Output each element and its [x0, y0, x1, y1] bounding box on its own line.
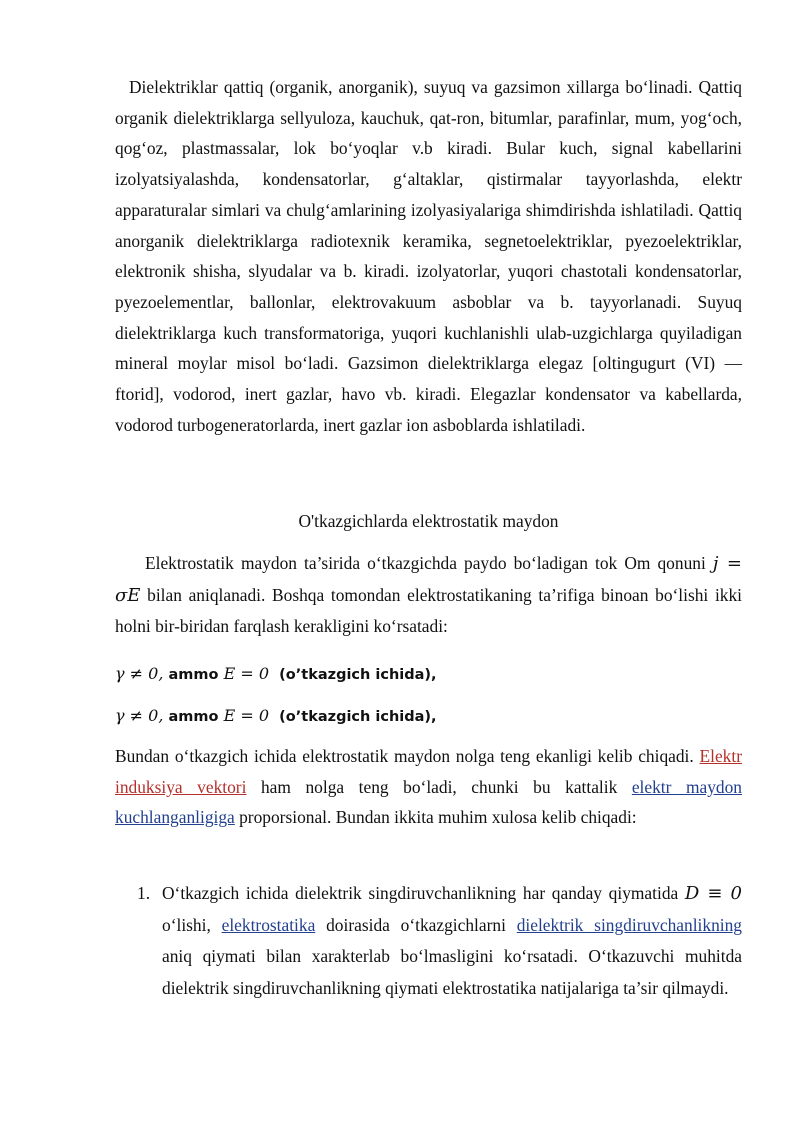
paragraph-dielectrics: [115, 72, 742, 440]
paragraph-text-after: bilan aniqlanadi. Boshqa tomondan elektrostatikaning ta’rifiga binoan bo‘lishi ikki holni bir-biridan farqlash kerakligini ko‘rsatadi:: [115, 584, 742, 637]
link-electrostatics[interactable]: elektrostatika: [221, 914, 316, 935]
formula-note: (o’tkazgich ichida),: [279, 709, 437, 725]
formula-note: (o’tkazgich ichida),: [279, 667, 437, 683]
formula-word: ammo: [168, 667, 219, 683]
formula-e: E = 0: [223, 664, 269, 683]
paragraph-text-2: ham nolga teng bo‘ladi, chunki bu kattalik: [246, 776, 632, 797]
list-item: [115, 878, 742, 1004]
list-number: 1.: [137, 883, 151, 903]
formula-d: D ≡ 0: [684, 883, 742, 904]
paragraph-text-1: Bundan o‘tkazgich ichida elektrostatik maydon nolga teng ekanligi kelib chiqadi.: [115, 746, 700, 766]
formula-gamma: γ ≠ 0,: [115, 664, 164, 683]
conclusion-list: [115, 878, 742, 1004]
link-electric-field-strength[interactable]: elektr maydon kuchlanganligiga: [115, 776, 742, 828]
paragraph-text-before: Elektrostatik maydon ta’sirida o‘tkazgichda paydo bo‘ladigan tok Om qonuni: [145, 553, 706, 573]
link-dielectric-permittivity[interactable]: dielektrik singdiruvchanlikning: [516, 914, 742, 935]
section-heading: O'tkazgichlarda elektrostatik maydon: [298, 511, 559, 531]
list-text-1: O‘tkazgich ichida dielektrik singdiruvchanlikning har qanday qiymatida: [162, 883, 685, 903]
paragraph-conclusion: [115, 741, 742, 833]
ohm-law-formula: j = σE: [115, 553, 742, 606]
formula-line-1: [115, 662, 437, 687]
formula-line-2: [115, 704, 437, 729]
formula-e: E = 0: [223, 706, 269, 725]
list-text-3: doirasida o‘tkazgichlarni: [315, 914, 517, 935]
list-text-2: o‘lishi,: [162, 914, 222, 935]
paragraph-ohm-law: [115, 548, 742, 642]
paragraph-text: Dielektriklar qattiq (organik, anorganik), suyuq va gazsimon xillarga bo‘linadi. Qattiq organik dielektriklarga sellyuloza, kauchuk, qat-ron, bitumlar, parafinlar, mum, yog‘och, qog‘oz, plastmassalar, lok bo‘yoqlar v.b kiradi. Bular kuch, signal kabellarini izolyatsiyalashda, kondensatorlar, g‘altaklar, qistirmalar tayyorlashda, elektr apparaturalar simlari va chulg‘amlarining izolyasiyalariga shimdirishda ishlatiladi. Qattiq anorganik dielektriklarga radiotexnik keramika, segnetoelektriklar, pyezoelektriklar, elektronik shisha, slyudalar va b. kiradi. izolyatorlar, yuqori chastotali kondensatorlar, pyezoelementlar, ballonlar, elektrovakuum asboblar va b. tayyorlanadi. Suyuq dielektriklarga kuch transformatoriga, yuqori kuchlanishli ulab-uzgichlarga quyiladigan mineral moylar misol bo‘ladi. Gazsimon dielektriklarga elegaz [oltingugurt (VI) — ftorid], vodorod, inert gazlar, havo vb. kiradi. Elegazlar kondensator va kabellarda, vodorod turbogeneratorlarda, inert gazlar ion asboblarda ishlatiladi.: [115, 77, 742, 435]
link-electric-induction-vector[interactable]: Elektr induksiya vektori: [115, 746, 742, 797]
list-text-4: aniq qiymati bilan xarakterlab bo‘lmasligini ko‘rsatadi. O‘tkazuvchi muhitda dielektrik singdiruvchanlikning qiymati elektrostatika natijalariga ta’sir qilmaydi.: [162, 946, 742, 998]
paragraph-text-3: proporsional. Bundan ikkita muhim xulosa kelib chiqadi:: [234, 807, 637, 828]
formula-gamma: γ ≠ 0,: [115, 706, 164, 725]
formula-word: ammo: [168, 709, 219, 725]
